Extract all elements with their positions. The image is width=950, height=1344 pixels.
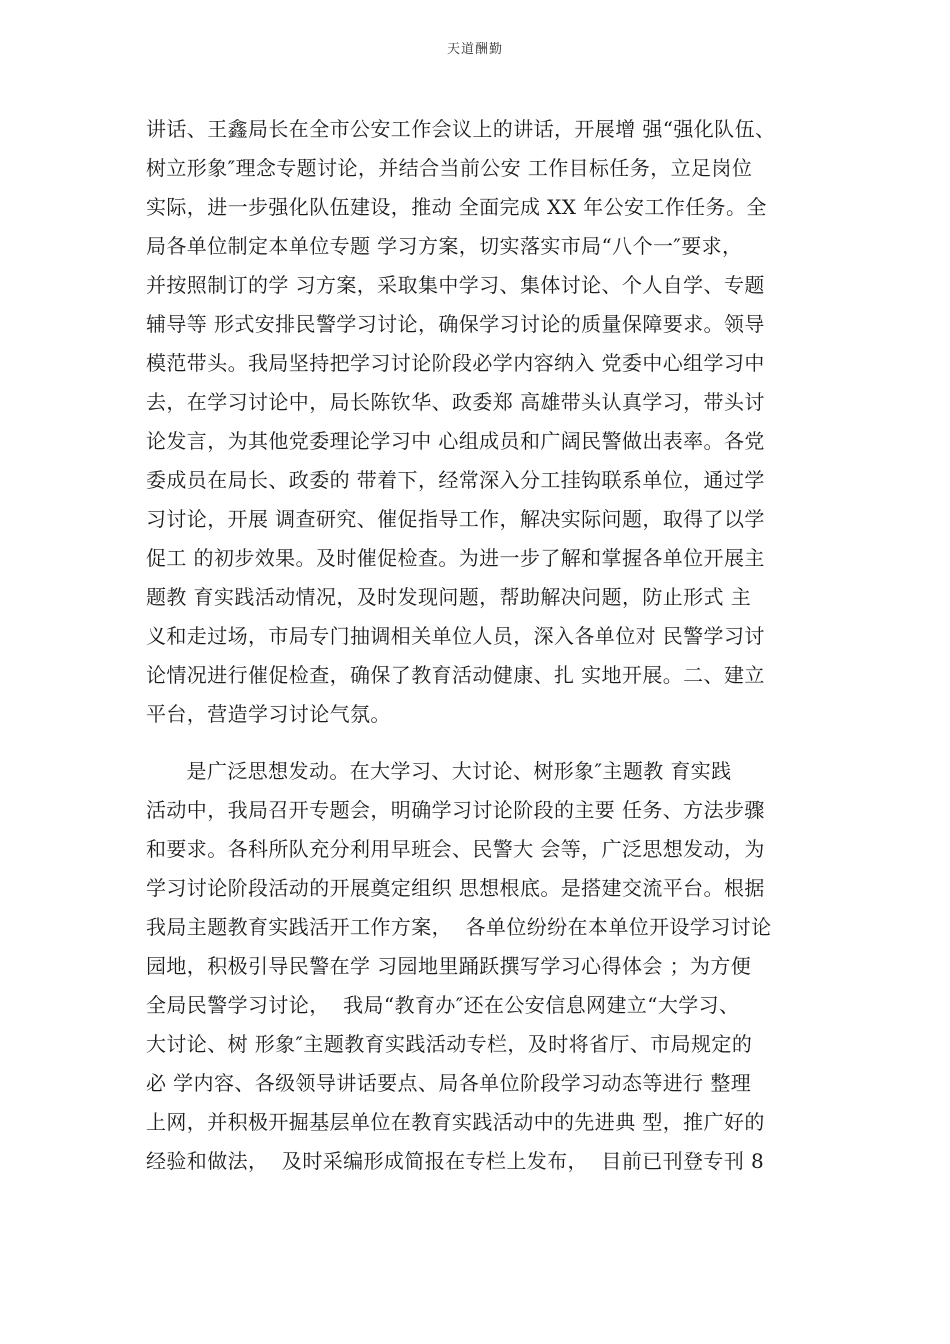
text-line: 义和走过场，市局专门抽调相关单位人员，深入各单位对 民警学习讨 [146, 624, 765, 648]
text-line: 学习讨论阶段活动的开展奠定组织 思想根底。是搭建交流平台。根据 [146, 876, 765, 900]
paragraph-gap [146, 734, 816, 752]
text-line: 树立形象″理念专题讨论，并结合当前公安 工作目标任务，立足岗位 [146, 156, 753, 180]
paragraph-2 [146, 752, 816, 1181]
text-line: 上网，并积极开掘基层单位在教育实践活动中的先进典 型，推广好的 [146, 1110, 765, 1134]
text-line: 必 学内容、各级领导讲话要点、局各单位阶段学习动态等进行 整理 [146, 1071, 752, 1095]
text-line: 局各单位制定本单位专题 学习方案，切实落实市局“八个一″要求， [146, 234, 743, 258]
body-text [146, 110, 816, 1181]
text-line: 实际，进一步强化队伍建设，推动 全面完成 XX 年公安工作任务。全 [146, 195, 767, 219]
text-line: 促工 的初步效果。及时催促检查。为进一步了解和掌握各单位开展主 [146, 546, 765, 570]
text-line: 讲话、王鑫局长在全市公安工作会议上的讲话，开展增 强“强化队伍、 [146, 117, 776, 141]
text-line: 活动中，我局召开专题会，明确学习讨论阶段的主要 任务、方法步骤 [146, 798, 765, 822]
text-line: 全局民警学习讨论， 我局“教育办″还在公安信息网建立“大学习、 [146, 993, 740, 1017]
text-line: 去，在学习讨论中，局长陈钦华、政委郑 高雄带头认真学习，带头讨 [146, 390, 765, 414]
text-line: 和要求。各科所队充分利用早班会、民警大 会等，广泛思想发动，为 [146, 837, 765, 861]
text-line: 园地，积极引导民警在学 习园地里踊跃撰写学习心得体会 ；为方便 [146, 954, 752, 978]
text-line: 平台，营造学习讨论气氛。 [146, 702, 391, 726]
text-line: 习讨论，开展 调查研究、催促指导工作，解决实际问题，取得了以学 [146, 507, 765, 531]
text-line: 论情况进行催促检查，确保了教育活动健康、扎 实地开展。二、建立 [146, 663, 765, 687]
page-header: 天道酬勤 [446, 42, 503, 57]
paragraph-1 [146, 110, 816, 734]
text-line: 大讨论、树 形象″主题教育实践活动专栏，及时将省厅、市局规定的 [146, 1032, 753, 1056]
text-line: 是广泛思想发动。在大学习、大讨论、树形象″主题教 育实践 [146, 759, 732, 783]
text-line: 并按照制订的学 习方案，采取集中学习、集体讨论、个人自学、专题 [146, 273, 765, 297]
text-line: 我局主题教育实践活开工作方案， 各单位纷纷在本单位开设学习讨论 [146, 915, 772, 939]
text-line: 模范带头。我局坚持把学习讨论阶段必学内容纳入 党委中心组学习中 [146, 351, 765, 375]
text-line: 论发言，为其他党委理论学习中 心组成员和广阔民警做出表率。各党 [146, 429, 765, 453]
text-line: 题教 育实践活动情况，及时发现问题，帮助解决问题，防止形式 主 [146, 585, 752, 609]
text-line: 委成员在局长、政委的 带着下，经常深入分工挂钩联系单位，通过学 [146, 468, 765, 492]
text-line: 经验和做法， 及时采编形成简报在专栏上发布， 目前已刊登专刊 8 [146, 1149, 765, 1173]
text-line: 辅导等 形式安排民警学习讨论，确保学习讨论的质量保障要求。领导 [146, 312, 765, 336]
